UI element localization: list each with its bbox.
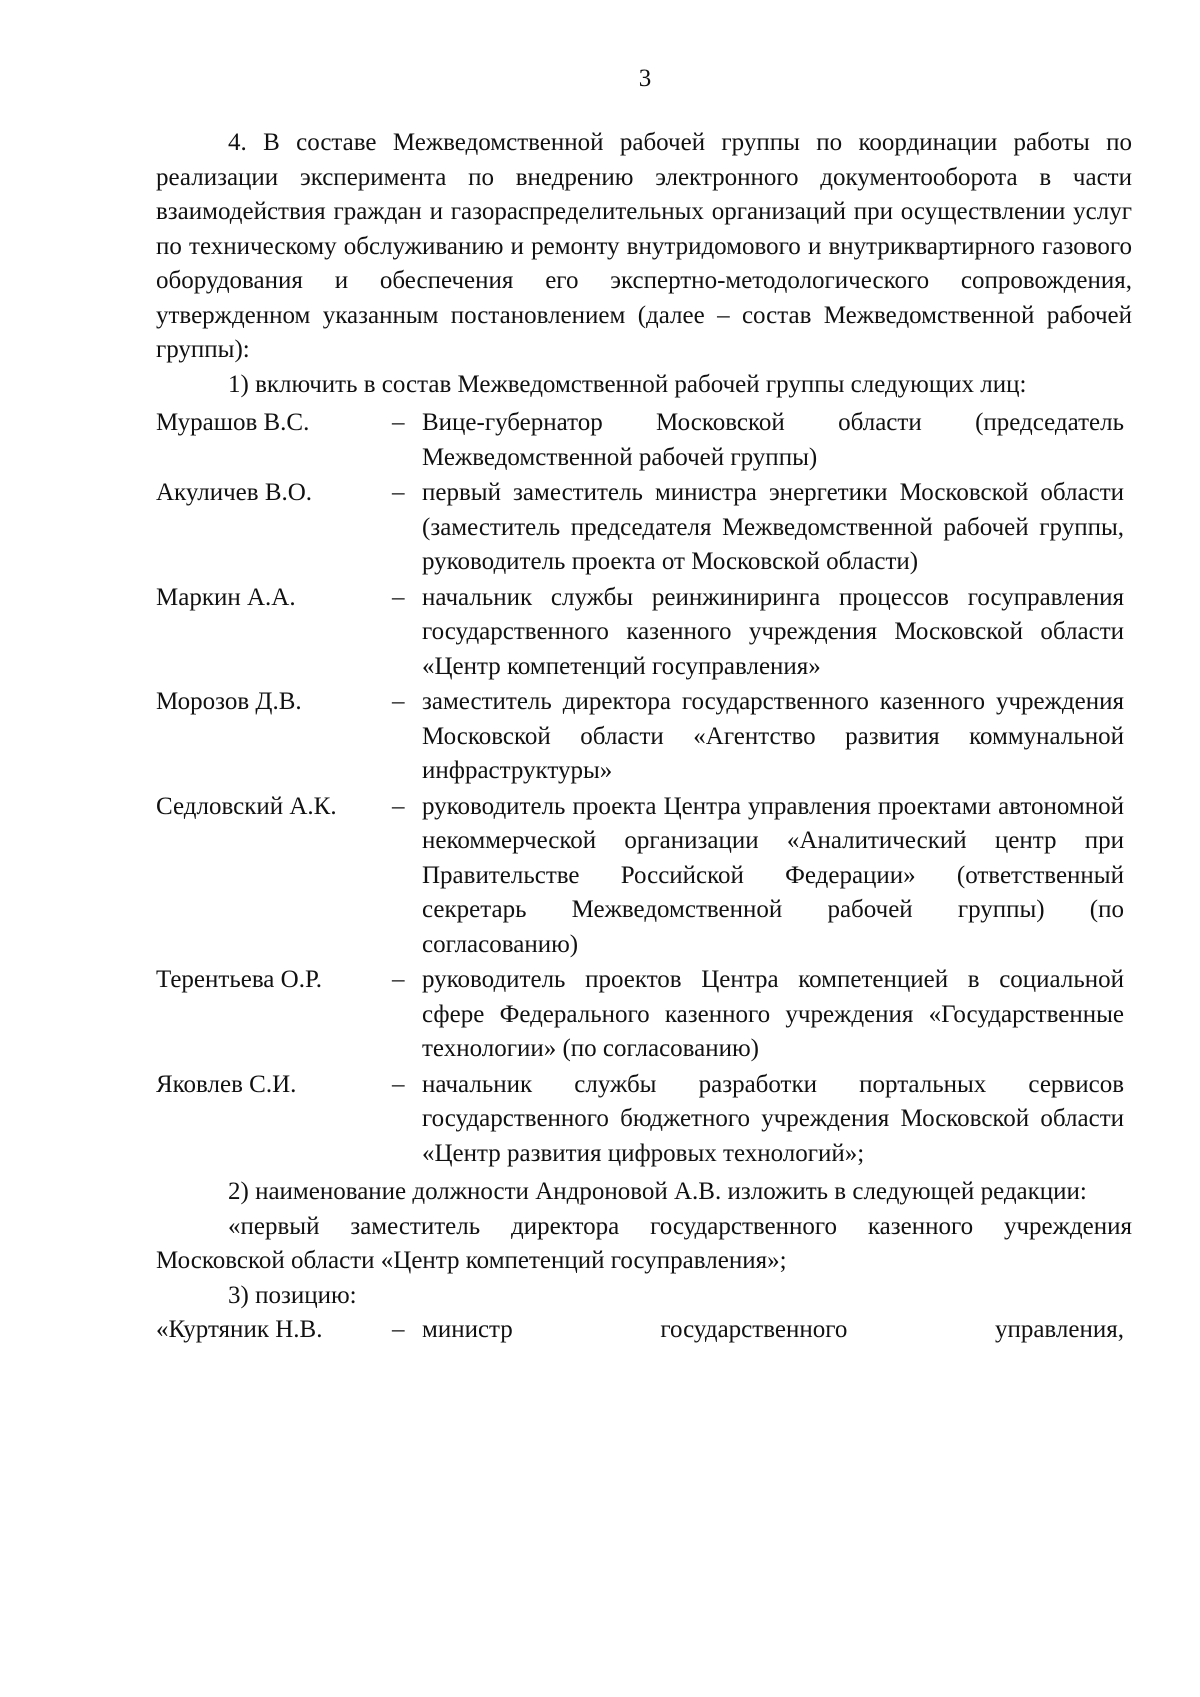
paragraph-4: 4. В составе Межведомственной рабочей группы по координации работы по реализации эксперимента по внедрению электронного документооборота в части взаимодействия граждан и газораспределительных организаций при осуществлении услуг по техническому обслуживанию и ремонту внутридомового и внутриквартирного газового оборудования и обеспечения его экспертно-методологического сопровождения, утвержденном указанным постановлением (далее – состав Межведомственной рабочей группы): [156, 129, 1132, 363]
member-description: начальник службы реинжиниринга процессов госуправления государственного казенного учреждения Московской области «Центр компетенций госуправления» [422, 583, 1124, 680]
dash: – [392, 583, 405, 611]
item-2-quote: «первый заместитель директора государственного казенного учреждения Московской области «Центр компетенций госуправления»; [156, 1212, 1132, 1274]
member-name: Седловский А.К. [156, 792, 337, 820]
dash: – [392, 966, 405, 993]
member-row [156, 476, 1132, 580]
member-description: руководитель проекта Центра управления проектами автономной некоммерческой организации «Аналитический центр при Правительстве Российской Федерации» (ответственный секретарь Межведомственной рабочей группы) (по согласованию) [422, 792, 1124, 958]
member-description: министр государственного управления, [422, 1316, 1124, 1343]
item-3: 3) позицию: [228, 1281, 357, 1309]
page-number: 3 [638, 65, 652, 92]
member-name: Морозов Д.В. [156, 688, 302, 715]
member-name: Яковлев С.И. [156, 1070, 297, 1098]
member-name: Терентьева О.Р. [156, 966, 322, 993]
member-name: Акуличев В.О. [156, 479, 313, 506]
member-name: Маркин А.А. [156, 583, 296, 611]
item-1-intro: 1) включить в состав Межведомственной рабочей группы следующих лиц: [228, 370, 1027, 398]
member-row-kurtyanik [156, 1313, 1132, 1348]
member-description: первый заместитель министра энергетики Московской области (заместитель председателя Межведомственной рабочей группы, руководитель проекта от Московской области) [422, 479, 1124, 575]
dash: – [392, 1316, 405, 1343]
member-name: Мурашов В.С. [156, 409, 310, 436]
member-row [156, 581, 1132, 685]
dash: – [392, 1070, 405, 1098]
dash: – [392, 792, 405, 820]
member-row [156, 790, 1132, 963]
member-row [156, 406, 1132, 475]
dash: – [392, 688, 405, 715]
member-description: руководитель проектов Центра компетенцией в социальной сфере Федерального казенного учреждения «Государственные технологии» (по согласованию) [422, 966, 1124, 1062]
member-row [156, 685, 1132, 789]
member-row [156, 963, 1132, 1067]
dash: – [392, 409, 405, 436]
member-description: заместитель директора государственного казенного учреждения Московской области «Агентство развития коммунальной инфраструктуры» [422, 688, 1124, 784]
members-list [156, 406, 1132, 1171]
member-description: Вице-губернатор Московской области (председатель Межведомственной рабочей группы) [422, 409, 1124, 471]
dash: – [392, 479, 405, 506]
item-2: 2) наименование должности Андроновой А.В. изложить в следующей редакции: [228, 1178, 1087, 1205]
member-description: начальник службы разработки портальных сервисов государственного бюджетного учреждения Московской области «Центр развития цифровых технологий»; [422, 1070, 1124, 1167]
member-row [156, 1068, 1132, 1172]
document-body [156, 126, 1132, 1349]
member-name: «Куртяник Н.В. [156, 1316, 323, 1343]
